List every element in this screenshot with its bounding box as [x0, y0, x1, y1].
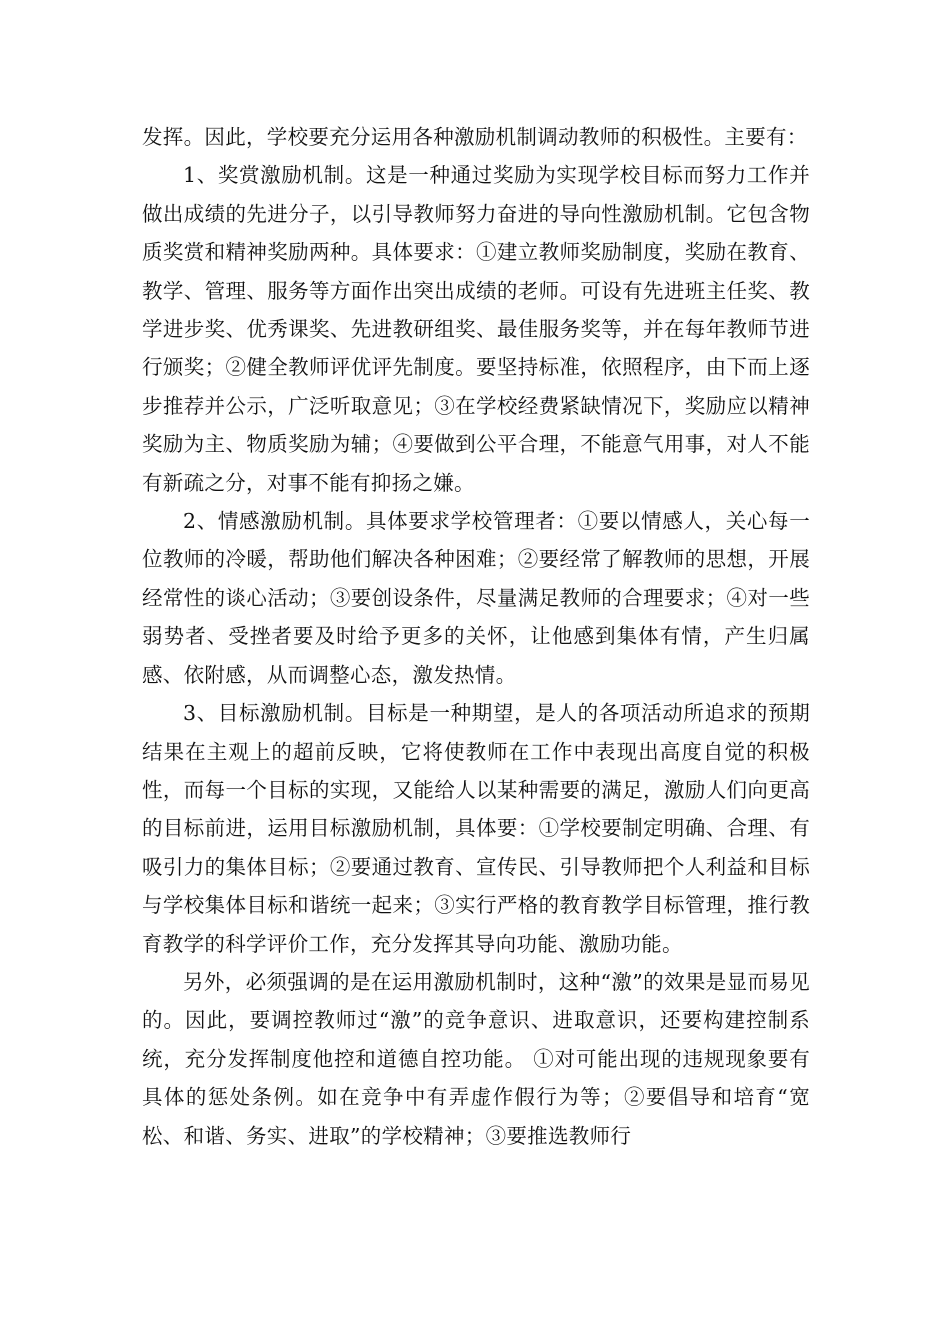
paragraph-intro: 发挥。因此，学校要充分运用各种激励机制调动教师的积极性。主要有：	[142, 125, 808, 149]
document-body	[142, 118, 810, 1155]
paragraph-goal-incentive: 3、目标激励机制。目标是一种期望，是人的各项活动所追求的预期结果在主观上的超前反映，它将使教师在工作中表现出高度自觉的积极性，而每一个目标的实现，又能给人以某种需要的满足，激励人们向更高的目标前进，运用目标激励机制，具体要：①学校要制定明确、合理、有吸引力的集体目标；②要通过教育、宣传民、引导教师把个人利益和目标与学校集体目标和谐统一起来；③实行严格的教育教学目标管理，推行教育教学的科学评价工作，充分发挥其导向功能、激励功能。	[142, 701, 810, 956]
paragraph-emotional-incentive: 2、情感激励机制。具体要求学校管理者：①要以情感人，关心每一位教师的冷暖，帮助他们解决各种困难；②要经常了解教师的思想，开展经常性的谈心活动；③要创设条件，尽量满足教师的合理要求；④对一些弱势者、受挫者要及时给予更多的关怀，让他感到集体有情，产生归属感、依附感，从而调整心态，激发热情。	[142, 509, 810, 687]
paragraph-reward-incentive: 1、奖赏激励机制。这是一种通过奖励为实现学校目标而努力工作并做出成绩的先进分子，以引导教师努力奋进的导向性激励机制。它包含物质奖赏和精神奖励两种。具体要求：①建立教师奖励制度，奖励在教育、教学、管理、服务等方面作出突出成绩的老师。可设有先进班主任奖、教学进步奖、优秀课奖、先进教研组奖、最佳服务奖等，并在每年教师节进行颁奖；②健全教师评优评先制度。要坚持标准，依照程序，由下而上逐步推荐并公示，广泛听取意见；③在学校经费紧缺情况下，奖励应以精神奖励为主、物质奖励为辅；④要做到公平合理，不能意气用事，对人不能有新疏之分，对事不能有抑扬之嫌。	[142, 163, 810, 495]
paragraph-additional-control: 另外，必须强调的是在运用激励机制时，这种“激”的效果是显而易见的。因此，要调控教师过“激”的竞争意识、进取意识，还要构建控制系统，充分发挥制度他控和道德自控功能。 ①对可能出现的违规现象要有具体的惩处条例。如在竞争中有弄虚作假行为等；②要倡导和培育“宽松、和谐、务实、进取”的学校精神；③要推选教师行	[142, 969, 810, 1148]
